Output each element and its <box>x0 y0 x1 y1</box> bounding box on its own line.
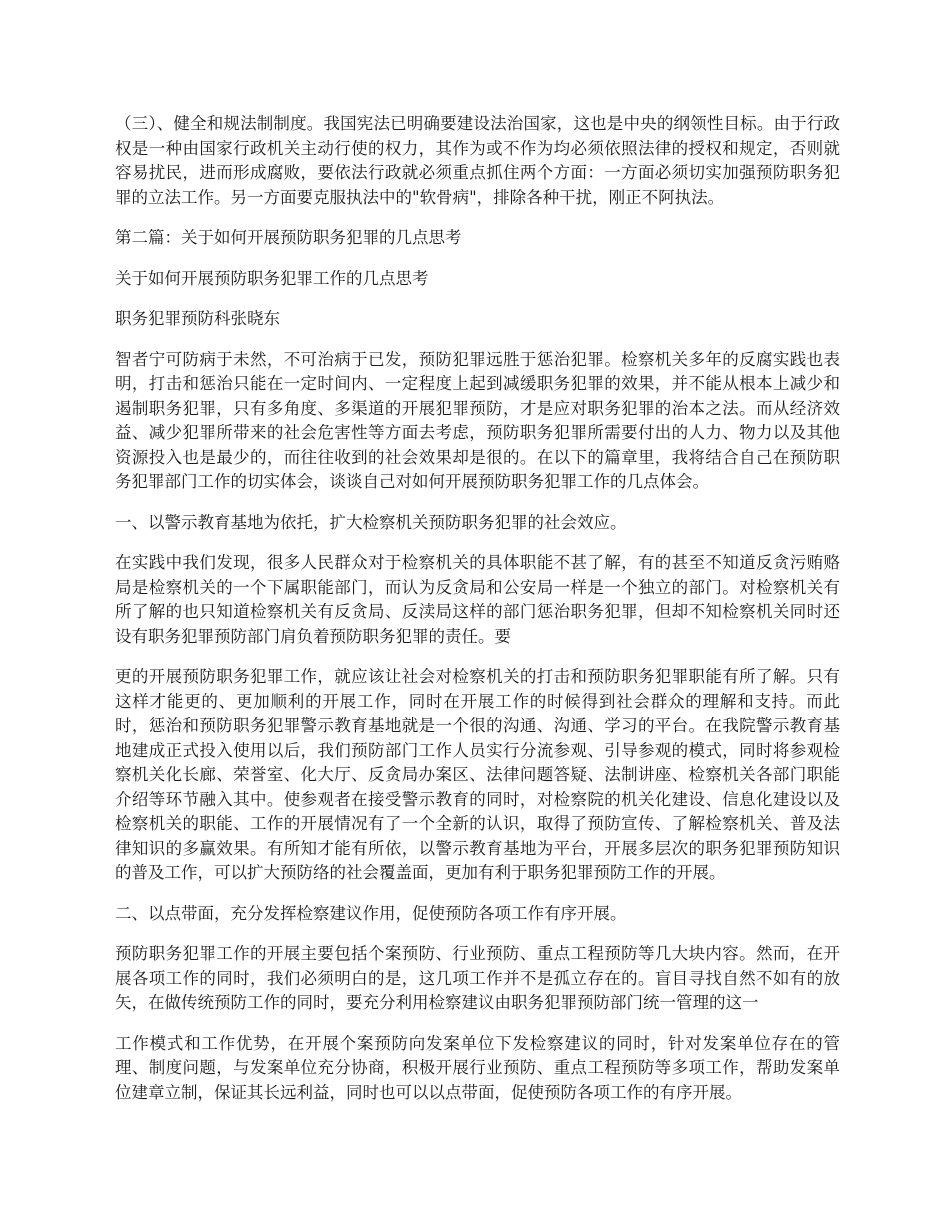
document-body <box>115 112 840 1121</box>
paragraph-work-mode: 工作模式和工作优势，在开展个案预防向发案单位下发检察建议的同时，针对发案单位存在的管理、制度问题，与发案单位充分协商，积极开展行业预防、重点工程预防等多项工作，帮助发案单位建章立制，保证其长远利益，同时也可以以点带面，促使预防各项工作的有序开展。 <box>115 1033 840 1102</box>
paragraph-education-base: 更的开展预防职务犯罪工作，就应该让社会对检察机关的打击和预防职务犯罪职能有所了解。只有这样才能更的、更加顺利的开展工作，同时在开展工作的时候得到社会群众的理解和支持。而此时，惩治和预防职务犯罪警示教育基地就是一个很的沟通、沟通、学习的平台。在我院警示教育基地建成正式投入使用以后，我们预防部门工作人员实行分流参观、引导参观的模式，同时将参观检察机关化长廊、荣誉室、化大厅、反贪局办案区、法律问题答疑、法制讲座、检察机关各部门职能介绍等环节融入其中。使参观者在接受警示教育的同时，对检察院的机关化建设、信息化建设以及检察机关的职能、工作的开展情况有了一个全新的认识，取得了预防宣传、了解检察机关、普及法律知识的多赢效果。有所知才能有所依，以警示教育基地为平台，开展多层次的职务犯罪预防知识的普及工作，可以扩大预防络的社会覆盖面，更加有利于职务犯罪预防工作的开展。 <box>115 667 840 882</box>
paragraph-introduction: 智者宁可防病于未然，不可治病于已发，预防犯罪远胜于惩治犯罪。检察机关多年的反腐实践也表明，打击和惩治只能在一定时间内、一定程度上起到减缓职务犯罪的效果，并不能从根本上减少和遏制职务犯罪，只有多角度、多渠道的开展犯罪预防，才是应对职务犯罪的治本之法。而从经济效益、减少犯罪所带来的社会危害性等方面去考虑，预防职务犯罪所需要付出的人力、物力以及其他资源投入也是最少的，而往往收到的社会效果却是很的。在以下的篇章里，我将结合自己在预防职务犯罪部门工作的切实体会，谈谈自己对如何开展预防职务犯罪工作的几点体会。 <box>115 349 840 491</box>
paragraph-prevention-scope: 预防职务犯罪工作的开展主要包括个案预防、行业预防、重点工程预防等几大块内容。然而，在开展各项工作的同时，我们必须明白的是，这几项工作并不是孤立存在的。盲目寻找自然不如有的放矢，在做传统预防工作的同时，要充分利用检察建议由职务犯罪预防部门统一管理的这一 <box>115 944 840 1012</box>
section-title-part-two: 第二篇：关于如何开展预防职务犯罪的几点思考 <box>115 228 462 247</box>
paragraph-public-awareness: 在实践中我们发现，很多人民群众对于检察机关的具体职能不甚了解，有的甚至不知道反贪污贿赂局是检察机关的一个下属职能部门，而认为反贪局和公安局一样是一个独立的部门。对检察机关有所了解的也只知道检察机关有反贪局、反渎局这样的部门惩治职务犯罪，但却不知检察机关同时还设有职务犯罪预防部门肩负着预防职务犯罪的责任。要 <box>115 553 840 646</box>
subheading-two: 二、以点带面，充分发挥检察建议作用，促使预防各项工作有序开展。 <box>115 903 627 923</box>
author-line: 职务犯罪预防科张晓东 <box>115 309 280 328</box>
subheading-one: 一、以警示教育基地为依托，扩大检察机关预防职务犯罪的社会效应。 <box>115 512 627 532</box>
paragraph-system-building: （三）、健全和规法制制度。我国宪法已明确要建设法治国家，这也是中央的纲领性目标。由于行政权是一种由国家行政机关主动行使的权力，其作为或不作为均必须依照法律的授权和规定，否则就容易扰民，进而形成腐败，要依法行政就必须重点抓住两个方面：一方面必须切实加强预防职务犯罪的立法工作。另一方面要克服执法中的"软骨病"，排除各种干扰，刚正不阿执法。 <box>115 114 840 207</box>
article-title: 关于如何开展预防职务犯罪工作的几点思考 <box>115 268 429 288</box>
